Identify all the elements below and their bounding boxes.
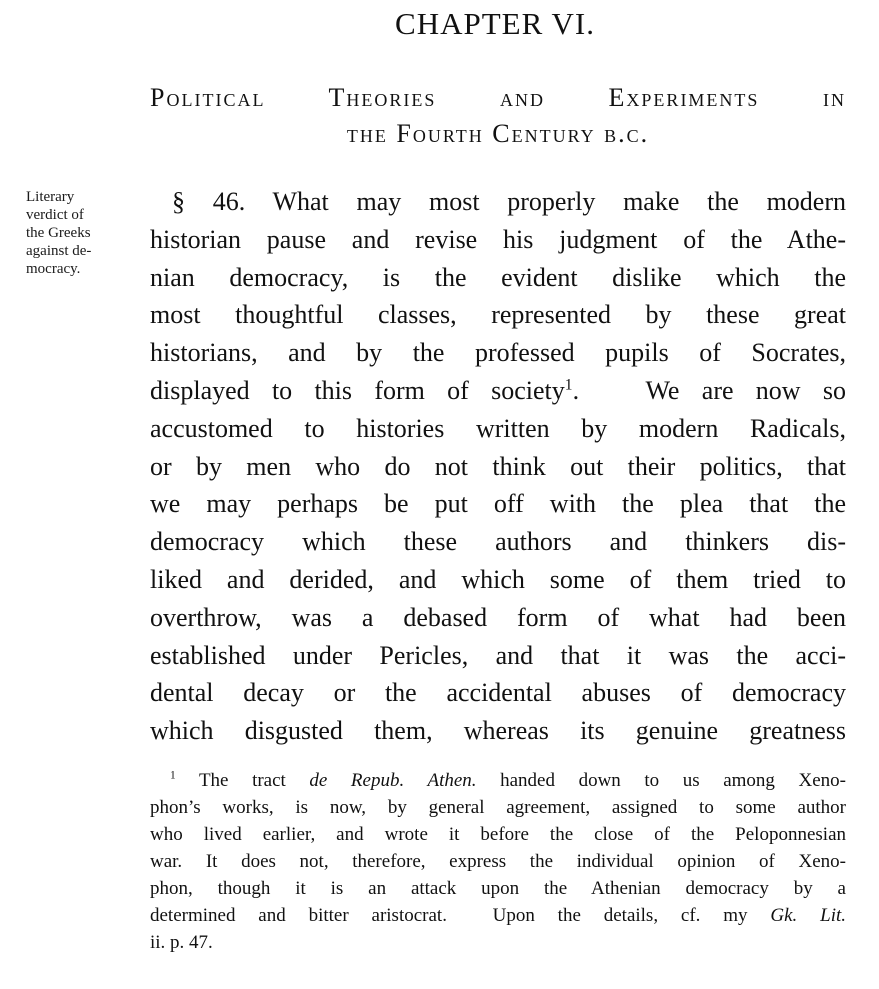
body-line: established under Pericles, and that it was the acci- — [150, 640, 846, 670]
footnote — [150, 767, 846, 956]
margin-note — [26, 188, 146, 278]
footnote-marker: 1 — [170, 769, 176, 782]
body-line — [150, 372, 846, 410]
footnote-text: determined and bitter aristocrat. Upon the details, cf. my — [150, 905, 771, 926]
footnote-line: war. It does not, therefore, express the individual opinion of Xeno- — [150, 851, 846, 872]
body-line: we may perhaps be put off with the plea that the — [150, 489, 846, 519]
footnote-line: ii. p. 47. — [150, 932, 213, 953]
body-paragraph — [150, 183, 846, 750]
footnote-line: phon, though it is an attack upon the Athenian democracy by a — [150, 878, 846, 899]
body-line: historians, and by the professed pupils of Socrates, — [150, 338, 846, 368]
margin-note-line: Literary — [26, 189, 75, 205]
footnote-line — [150, 767, 846, 794]
margin-note-line: mocracy. — [26, 261, 81, 277]
body-line-text: displayed to this form of society — [150, 375, 565, 405]
footnote-line: who lived earlier, and wrote it before the close of the Peloponnesian — [150, 824, 846, 845]
body-line: liked and derided, and which some of them tried to — [150, 564, 846, 594]
subtitle-line-1: Political Theories and Experiments in — [150, 83, 846, 112]
body-line: accustomed to histories written by modern Radicals, — [150, 413, 846, 443]
body-line: overthrow, was a debased form of what had been — [150, 602, 846, 632]
body-line: § 46. What may most properly make the modern — [172, 187, 846, 216]
body-line-text: . We are now so — [572, 375, 846, 405]
margin-note-line: verdict of — [26, 207, 84, 223]
footnote-title: Gk. Lit. — [770, 905, 847, 926]
footnote-title: de Repub. Athen. — [309, 770, 477, 791]
footnote-text: handed down to us among Xeno- — [476, 770, 846, 791]
chapter-title: CHAPTER VI. — [395, 6, 595, 41]
body-line: or by men who do not think out their politics, that — [150, 451, 846, 481]
footnote-text: The tract — [198, 770, 310, 791]
body-line: which disgusted them, whereas its genuine greatness — [150, 716, 846, 746]
footnote-reference: 1 — [564, 376, 573, 394]
body-line: dental decay or the accidental abuses of democracy — [150, 678, 846, 708]
body-line: historian pause and revise his judgment of the Athe- — [150, 224, 846, 254]
margin-note-line: against de- — [26, 243, 92, 259]
subtitle-line-2: the Fourth Century b.c. — [346, 119, 650, 148]
footnote-line: phon’s works, is now, by general agreement, assigned to some author — [150, 797, 846, 818]
body-line: most thoughtful classes, represented by these great — [150, 300, 846, 330]
body-line: democracy which these authors and thinkers dis- — [150, 527, 846, 557]
body-line: nian democracy, is the evident dislike which the — [150, 262, 846, 292]
footnote-line — [150, 902, 846, 929]
margin-note-line: the Greeks — [26, 225, 91, 241]
